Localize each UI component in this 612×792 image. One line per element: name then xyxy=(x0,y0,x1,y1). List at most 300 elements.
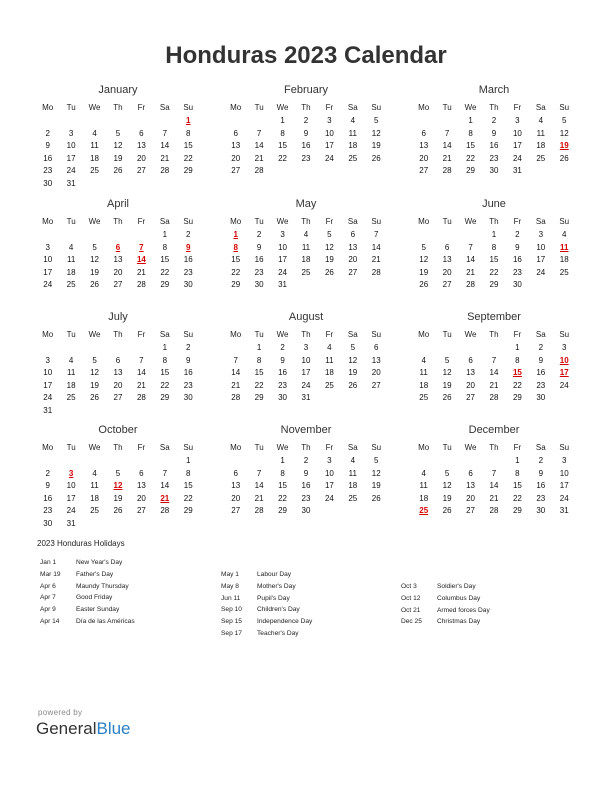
day-cell: 15 xyxy=(183,141,193,151)
weekday-label: Fr xyxy=(325,217,334,226)
day-cell: 12 xyxy=(113,141,123,151)
day-cell: 3 xyxy=(45,242,50,252)
day-cell: 26 xyxy=(324,267,334,277)
day-cell: 15 xyxy=(489,255,499,265)
day-cell: 26 xyxy=(442,393,452,403)
week-row xyxy=(224,355,388,368)
day-cell: 25 xyxy=(90,166,99,176)
day-cell: 25 xyxy=(66,393,76,403)
day-cell: 7 xyxy=(468,242,473,252)
holiday-entry xyxy=(401,581,490,593)
day-cell: 24 xyxy=(559,493,569,503)
weekday-label: Su xyxy=(371,103,382,112)
empty-day xyxy=(482,342,505,355)
week-row xyxy=(224,367,388,380)
day-cell: 8 xyxy=(280,128,285,138)
weekday-label: Th xyxy=(489,217,499,226)
weekday-label: Th xyxy=(113,217,123,226)
holiday-entry xyxy=(40,604,135,616)
day-cell: 19 xyxy=(419,267,429,277)
day-cell: 20 xyxy=(136,153,146,163)
holiday-date: Apr 9 xyxy=(40,606,56,614)
day-cell: 13 xyxy=(136,141,146,151)
day-cell: 19 xyxy=(442,493,452,503)
day-cell: 10 xyxy=(43,368,53,378)
holiday-entry xyxy=(40,592,135,604)
weekday-label: Sa xyxy=(347,217,358,226)
day-cell: 1 xyxy=(515,343,520,352)
day-cell: 9 xyxy=(280,355,285,365)
day-cell: 30 xyxy=(43,518,53,528)
day-cell: 15 xyxy=(278,481,287,491)
day-cell: 17 xyxy=(43,267,53,277)
weekday-label: Th xyxy=(301,330,311,339)
month-name: February xyxy=(283,84,329,96)
day-cell: 27 xyxy=(136,166,146,176)
day-cell: 18 xyxy=(419,380,429,390)
holiday-name: Independence Day xyxy=(257,618,313,626)
day-cell: 7 xyxy=(162,128,168,138)
weekday-label: Th xyxy=(489,103,499,112)
weekday-label: Sa xyxy=(347,103,358,112)
day-cell: 15 xyxy=(466,141,475,151)
week-row xyxy=(36,140,200,153)
day-cell: 10 xyxy=(66,481,76,491)
week-row xyxy=(412,165,576,178)
week-row xyxy=(412,355,576,368)
day-cell: 17 xyxy=(512,141,522,151)
day-cell: 29 xyxy=(466,166,475,176)
day-cell: 22 xyxy=(278,153,287,163)
weekday-label: We xyxy=(464,217,477,226)
day-cell: 25 xyxy=(348,153,358,163)
holiday-column xyxy=(221,569,312,640)
day-cell: 27 xyxy=(371,380,381,390)
weekday-label: Mo xyxy=(42,443,54,452)
weekday-label: We xyxy=(276,443,289,452)
weekday-label: We xyxy=(464,443,477,452)
day-cell: 5 xyxy=(115,128,121,138)
day-cell: 30 xyxy=(254,280,264,290)
weekday-header xyxy=(412,214,576,229)
day-cell: 13 xyxy=(348,242,358,252)
month-name: April xyxy=(106,198,129,210)
day-cell: 30 xyxy=(183,393,193,403)
week-row xyxy=(224,115,388,128)
empty-day xyxy=(36,342,59,355)
month-name: September xyxy=(467,311,521,323)
day-cell: 28 xyxy=(442,166,452,176)
day-cell: 15 xyxy=(512,481,522,491)
day-cell: 29 xyxy=(231,280,241,290)
day-cell: 22 xyxy=(278,493,287,503)
day-cell: 8 xyxy=(162,242,168,252)
weekday-label: Su xyxy=(183,103,194,112)
weekday-label: Th xyxy=(489,330,499,339)
day-cell: 3 xyxy=(562,456,567,465)
weekday-label: We xyxy=(276,103,289,112)
day-cell: 23 xyxy=(301,493,311,503)
day-cell: 27 xyxy=(136,506,146,516)
day-cell: 12 xyxy=(90,255,99,265)
empty-day xyxy=(435,115,458,128)
day-cell: 29 xyxy=(183,166,193,176)
day-cell: 9 xyxy=(186,242,191,252)
day-cell: 28 xyxy=(489,506,499,516)
day-cell: 13 xyxy=(442,255,452,265)
empty-day xyxy=(412,229,435,242)
day-cell: 21 xyxy=(489,380,499,390)
day-cell: 25 xyxy=(301,267,311,277)
holiday-name: Maundy Thursday xyxy=(76,582,129,590)
holiday-name: Easter Sunday xyxy=(76,606,120,614)
week-row xyxy=(412,367,576,380)
week-row xyxy=(224,128,388,141)
day-cell: 19 xyxy=(348,368,358,378)
day-cell: 8 xyxy=(233,242,238,252)
day-cell: 4 xyxy=(421,468,426,478)
week-row xyxy=(224,468,388,481)
day-cell: 25 xyxy=(419,393,429,403)
day-cell: 23 xyxy=(183,380,193,390)
holiday-name: Children's Day xyxy=(257,606,300,614)
empty-day xyxy=(106,342,129,355)
weekday-label: We xyxy=(88,103,101,112)
day-cell: 14 xyxy=(254,141,264,151)
day-cell: 10 xyxy=(324,128,334,138)
weekday-label: Fr xyxy=(325,443,334,452)
holiday-date: Jan 1 xyxy=(40,559,57,566)
day-cell: 2 xyxy=(303,456,309,465)
weekday-label: We xyxy=(88,330,101,339)
day-cell: 11 xyxy=(348,468,357,478)
day-cell: 8 xyxy=(186,468,191,478)
day-cell: 22 xyxy=(160,380,170,390)
holiday-name: Columbus Day xyxy=(437,594,481,602)
day-cell: 30 xyxy=(536,393,546,403)
week-row xyxy=(36,380,200,393)
weekday-label: Mo xyxy=(418,330,430,339)
week-row xyxy=(412,505,576,518)
holiday-date: Sep 15 xyxy=(221,618,242,626)
day-cell: 31 xyxy=(278,280,287,290)
holiday-date: Mar 19 xyxy=(40,570,61,578)
day-cell: 16 xyxy=(43,153,53,163)
day-cell: 2 xyxy=(515,230,520,239)
brand-logo xyxy=(36,719,131,739)
day-cell: 15 xyxy=(278,141,287,151)
day-cell: 30 xyxy=(301,506,311,516)
week-row xyxy=(412,342,576,355)
day-cell: 28 xyxy=(371,267,381,277)
empty-day xyxy=(36,115,59,128)
day-cell: 3 xyxy=(303,343,309,352)
day-cell: 20 xyxy=(466,380,475,390)
weekday-label: Mo xyxy=(230,217,242,226)
empty-day xyxy=(224,115,247,128)
empty-day xyxy=(130,229,153,242)
weekday-label: Su xyxy=(183,443,194,452)
day-cell: 28 xyxy=(466,280,475,290)
holiday-entry xyxy=(221,604,312,616)
day-cell: 8 xyxy=(468,128,473,138)
day-cell: 22 xyxy=(512,493,522,503)
day-cell: 4 xyxy=(327,343,332,352)
weekday-label: Sa xyxy=(535,443,546,452)
day-cell: 17 xyxy=(301,368,311,378)
day-cell: 27 xyxy=(113,280,123,290)
day-cell: 5 xyxy=(350,343,356,352)
empty-day xyxy=(130,115,153,128)
day-cell: 30 xyxy=(183,280,193,290)
week-row xyxy=(224,505,388,518)
week-row xyxy=(36,165,200,178)
day-cell: 1 xyxy=(233,230,238,239)
empty-day xyxy=(59,115,82,128)
day-cell: 19 xyxy=(324,255,334,265)
weekday-label: Su xyxy=(371,330,382,339)
weekday-label: Tu xyxy=(66,443,76,452)
holiday-entry xyxy=(401,593,490,605)
day-cell: 14 xyxy=(371,242,381,252)
weekday-label: Sa xyxy=(159,330,170,339)
day-cell: 13 xyxy=(466,481,475,491)
holiday-date: Jun 11 xyxy=(221,594,241,602)
empty-day xyxy=(83,455,106,468)
day-cell: 5 xyxy=(374,116,379,125)
holiday-date: Sep 10 xyxy=(221,606,242,614)
day-cell: 1 xyxy=(491,230,497,239)
day-cell: 20 xyxy=(113,380,123,390)
day-cell: 12 xyxy=(442,481,452,491)
empty-day xyxy=(59,342,82,355)
day-cell: 3 xyxy=(68,128,74,138)
day-cell: 10 xyxy=(512,128,522,138)
week-row xyxy=(36,493,200,506)
day-cell: 26 xyxy=(419,280,429,290)
day-cell: 16 xyxy=(301,141,311,151)
weekday-label: Mo xyxy=(42,103,54,112)
day-cell: 6 xyxy=(468,355,473,365)
empty-day xyxy=(412,342,435,355)
day-cell: 6 xyxy=(233,468,238,478)
weekday-header xyxy=(412,440,576,455)
day-cell: 27 xyxy=(466,393,475,403)
day-cell: 7 xyxy=(139,242,144,252)
day-cell: 3 xyxy=(538,230,544,239)
day-cell: 29 xyxy=(183,506,193,516)
day-cell: 2 xyxy=(538,343,544,352)
weekday-label: Sa xyxy=(535,103,546,112)
holiday-entry xyxy=(40,557,135,569)
week-row xyxy=(36,279,200,292)
day-cell: 7 xyxy=(491,355,497,365)
day-cell: 17 xyxy=(559,368,569,378)
weekday-label: Mo xyxy=(230,330,242,339)
day-cell: 14 xyxy=(160,141,170,151)
day-cell: 11 xyxy=(66,368,76,378)
weekday-header xyxy=(224,440,388,455)
day-cell: 21 xyxy=(254,493,264,503)
week-row xyxy=(412,267,576,280)
day-cell: 21 xyxy=(231,380,241,390)
day-cell: 14 xyxy=(160,481,170,491)
day-cell: 4 xyxy=(92,128,97,138)
day-cell: 21 xyxy=(136,380,146,390)
powered-by-text: powered by xyxy=(38,708,83,717)
day-cell: 9 xyxy=(186,355,191,365)
day-cell: 17 xyxy=(324,141,334,151)
week-row xyxy=(36,242,200,255)
day-cell: 1 xyxy=(256,343,262,352)
weekday-label: Tu xyxy=(442,217,452,226)
week-row xyxy=(412,279,576,292)
day-cell: 14 xyxy=(136,368,146,378)
day-cell: 29 xyxy=(278,506,287,516)
day-cell: 6 xyxy=(350,230,356,239)
holiday-name: Christmas Day xyxy=(437,618,481,626)
empty-day xyxy=(435,229,458,242)
day-cell: 4 xyxy=(350,456,356,465)
weekday-label: Fr xyxy=(137,443,146,452)
day-cell: 26 xyxy=(90,280,99,290)
weekday-label: Fr xyxy=(325,103,334,112)
day-cell: 26 xyxy=(113,166,123,176)
day-cell: 13 xyxy=(419,141,429,151)
day-cell: 23 xyxy=(301,153,311,163)
day-cell: 17 xyxy=(324,481,334,491)
week-row xyxy=(36,229,200,242)
day-cell: 27 xyxy=(113,393,123,403)
holiday-date: Sep 17 xyxy=(221,629,242,637)
day-cell: 18 xyxy=(536,141,546,151)
day-cell: 18 xyxy=(559,255,569,265)
holiday-date: Oct 12 xyxy=(401,594,421,602)
empty-day xyxy=(83,229,106,242)
day-cell: 24 xyxy=(43,393,53,403)
weekday-header xyxy=(36,327,200,342)
day-cell: 2 xyxy=(280,343,285,352)
week-row xyxy=(36,367,200,380)
empty-day xyxy=(106,455,129,468)
day-cell: 30 xyxy=(489,166,499,176)
day-cell: 14 xyxy=(136,255,146,265)
weekday-label: Fr xyxy=(137,103,146,112)
month-august xyxy=(224,310,388,405)
day-cell: 16 xyxy=(489,141,499,151)
week-row xyxy=(36,153,200,166)
week-row xyxy=(224,267,388,280)
day-cell: 15 xyxy=(512,368,522,378)
day-cell: 25 xyxy=(348,493,358,503)
week-row xyxy=(412,493,576,506)
brand-part1: General xyxy=(36,719,97,738)
weekday-label: Tu xyxy=(254,330,264,339)
week-row xyxy=(412,380,576,393)
month-name: March xyxy=(478,84,510,96)
day-cell: 18 xyxy=(90,153,99,163)
day-cell: 2 xyxy=(303,116,309,125)
holiday-date: Dec 25 xyxy=(401,618,422,626)
week-row xyxy=(36,355,200,368)
day-cell: 30 xyxy=(278,393,287,403)
weekday-label: Su xyxy=(559,217,570,226)
empty-day xyxy=(83,342,106,355)
day-cell: 24 xyxy=(324,153,334,163)
day-cell: 11 xyxy=(536,128,545,138)
day-cell: 12 xyxy=(419,255,429,265)
day-cell: 10 xyxy=(301,355,311,365)
day-cell: 10 xyxy=(559,468,569,478)
day-cell: 17 xyxy=(559,481,569,491)
weekday-label: Fr xyxy=(513,443,522,452)
day-cell: 31 xyxy=(512,166,522,176)
empty-day xyxy=(459,455,482,468)
day-cell: 22 xyxy=(183,153,193,163)
day-cell: 21 xyxy=(466,267,475,277)
weekday-label: Mo xyxy=(42,330,54,339)
weekday-header xyxy=(412,327,576,342)
weekday-label: Su xyxy=(183,217,194,226)
week-row xyxy=(412,128,576,141)
month-name: January xyxy=(98,84,138,96)
page-title: Honduras 2023 Calendar xyxy=(165,42,447,69)
day-cell: 20 xyxy=(136,493,146,503)
week-row xyxy=(36,505,200,518)
day-cell: 1 xyxy=(186,456,191,465)
holiday-entry xyxy=(40,616,135,628)
day-cell: 27 xyxy=(231,506,241,516)
day-cell: 12 xyxy=(324,242,334,252)
day-cell: 3 xyxy=(68,468,74,478)
day-cell: 19 xyxy=(371,481,381,491)
day-cell: 18 xyxy=(348,141,358,151)
day-cell: 24 xyxy=(512,153,522,163)
weekday-label: We xyxy=(276,217,289,226)
day-cell: 8 xyxy=(491,242,497,252)
day-cell: 20 xyxy=(371,368,381,378)
day-cell: 17 xyxy=(66,493,76,503)
day-cell: 5 xyxy=(374,456,379,465)
day-cell: 14 xyxy=(231,368,241,378)
day-cell: 4 xyxy=(350,116,356,125)
day-cell: 11 xyxy=(560,242,569,252)
day-cell: 16 xyxy=(512,255,522,265)
day-cell: 6 xyxy=(139,468,144,478)
month-name: August xyxy=(288,311,324,323)
day-cell: 28 xyxy=(160,166,170,176)
holiday-name: Día de las Américas xyxy=(76,617,135,625)
month-april xyxy=(36,197,200,292)
weekday-label: Mo xyxy=(418,443,430,452)
weekday-label: Tu xyxy=(254,443,264,452)
month-name: October xyxy=(98,424,138,436)
day-cell: 23 xyxy=(536,380,546,390)
holiday-name: Soldier's Day xyxy=(437,583,476,590)
day-cell: 2 xyxy=(256,230,262,239)
day-cell: 10 xyxy=(536,242,546,252)
holiday-entry xyxy=(221,581,312,593)
day-cell: 26 xyxy=(442,506,452,516)
weekday-label: Tu xyxy=(254,217,264,226)
day-cell: 28 xyxy=(136,280,146,290)
day-cell: 26 xyxy=(90,393,99,403)
week-row xyxy=(224,342,388,355)
holiday-entry xyxy=(401,616,490,628)
day-cell: 4 xyxy=(538,116,544,125)
week-row xyxy=(224,140,388,153)
day-cell: 20 xyxy=(231,153,241,163)
